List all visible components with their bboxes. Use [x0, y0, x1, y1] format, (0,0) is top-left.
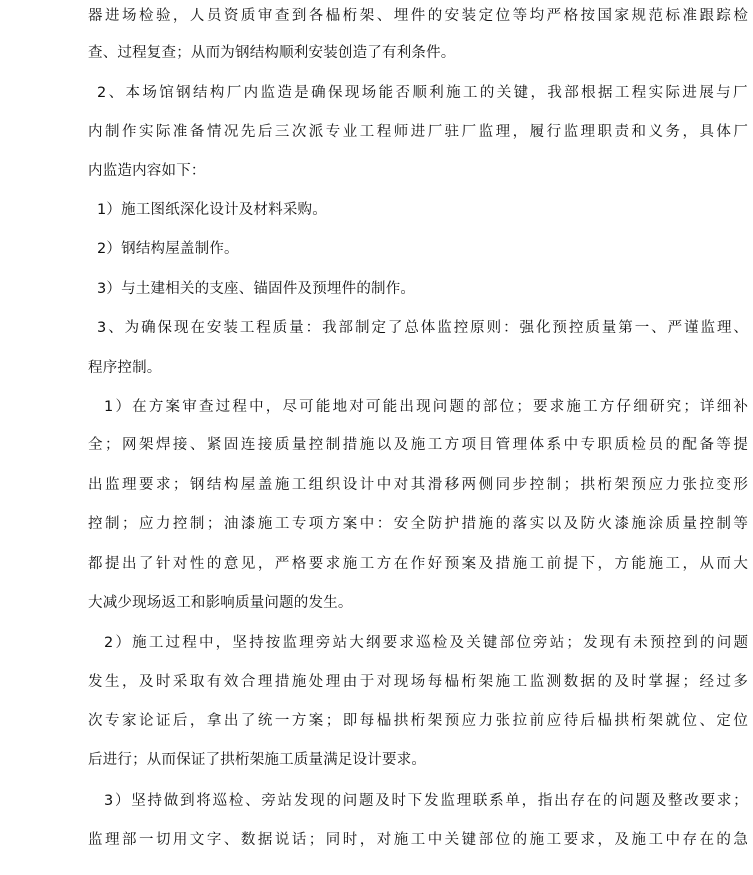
text-line: 控 制 ； 应 力 控 制 ； 油 漆 施 工 专 项 方 案 中 ： 安 全 防 护 措 施 的 落 实 以 及 防 火 漆 施 涂 质 量 控 制 等	[88, 516, 748, 532]
text-line: 内 制 作 实 际 准 备 情 况 先 后 三 次 派 专 业 工 程 师 进 厂 驻 厂 监 理 ， 履 行 监 理 职 责 和 义 务 ， 具 体 厂	[88, 124, 748, 140]
text-line: 内监造内容如下：	[88, 163, 206, 179]
text-line: 次 专 家 论 证 后 ， 拿 出 了 统 一 方 案 ； 即 每 榀 拱 桁 架 预 应 力 张 拉 前 应 待 后 榀 拱 桁 架 就 位 、 定 位	[88, 713, 748, 729]
text-line: 后进行；从而保证了拱桁架施工质量满足设计要求。	[88, 752, 427, 768]
text-line: 1 ） 在 方 案 审 查 过 程 中 ， 尽 可 能 地 对 可 能 出 现 问 题 的 部 位 ； 要 求 施 工 方 仔 细 研 究 ； 详 细 补	[104, 399, 748, 415]
text-line: 3 、 为 确 保 现 在 安 装 工 程 质 量 ： 我 部 制 定 了 总 体 监 控 原 则 ： 强 化 预 控 质 量 第 一 、 严 谨 监 理 、	[97, 320, 748, 336]
text-line: 发 生 ， 及 时 采 取 有 效 合 理 措 施 处 理 由 于 对 现 场 每 榀 桁 架 施 工 监 测 数 据 的 及 时 掌 握 ； 经 过 多	[88, 674, 748, 690]
text-line: 全 ； 网 架 焊 接 、 紧 固 连 接 质 量 控 制 措 施 以 及 施 工 方 项 目 管 理 体 系 中 专 职 质 检 员 的 配 备 等 提	[88, 437, 748, 453]
text-line: 3）与土建相关的支座、锚固件及预埋件的制作。	[97, 281, 416, 297]
text-line: 2 、 本 场 馆 钢 结 构 厂 内 监 造 是 确 保 现 场 能 否 顺 利 施 工 的 关 键 ， 我 部 根 据 工 程 实 际 进 展 与 厂	[97, 85, 748, 101]
text-line: 大减少现场返工和影响质量问题的发生。	[88, 595, 353, 611]
text-line: 监 理 部 一 切 用 文 字 、 数 据 说 话 ； 同 时 ， 对 施 工 中 关 键 部 位 的 施 工 要 求 ， 及 施 工 中 存 在 的 急	[88, 832, 748, 848]
text-line: 2）钢结构屋盖制作。	[97, 241, 239, 257]
text-line: 出 监 理 要 求 ； 钢 结 构 屋 盖 施 工 组 织 设 计 中 对 其 滑 移 两 侧 同 步 控 制 ； 拱 桁 架 预 应 力 张 拉 变 形	[88, 477, 748, 493]
text-line: 查、过程复查；从而为钢结构顺利安装创造了有利条件。	[88, 45, 456, 61]
text-line: 3 ） 坚 持 做 到 将 巡 检 、 旁 站 发 现 的 问 题 及 时 下 发 监 理 联 系 单 ， 指 出 存 在 的 问 题 及 整 改 要 求 ；	[104, 793, 748, 809]
text-line: 都 提 出 了 针 对 性 的 意 见 ， 严 格 要 求 施 工 方 在 作 好 预 案 及 措 施 工 前 提 下 ， 方 能 施 工 ， 从 而 大	[88, 556, 748, 572]
text-line: 程序控制。	[88, 360, 162, 376]
text-line: 1）施工图纸深化设计及材料采购。	[97, 202, 327, 218]
text-line: 2 ） 施 工 过 程 中 ， 坚 持 按 监 理 旁 站 大 纲 要 求 巡 检 及 关 键 部 位 旁 站 ； 发 现 有 未 预 控 到 的 问 题	[104, 635, 748, 651]
text-line: 器 进 场 检 验 ， 人 员 资 质 审 查 到 各 榀 桁 架 、 埋 件 的 安 装 定 位 等 均 严 格 按 国 家 规 范 标 准 跟 踪 检	[88, 8, 748, 24]
